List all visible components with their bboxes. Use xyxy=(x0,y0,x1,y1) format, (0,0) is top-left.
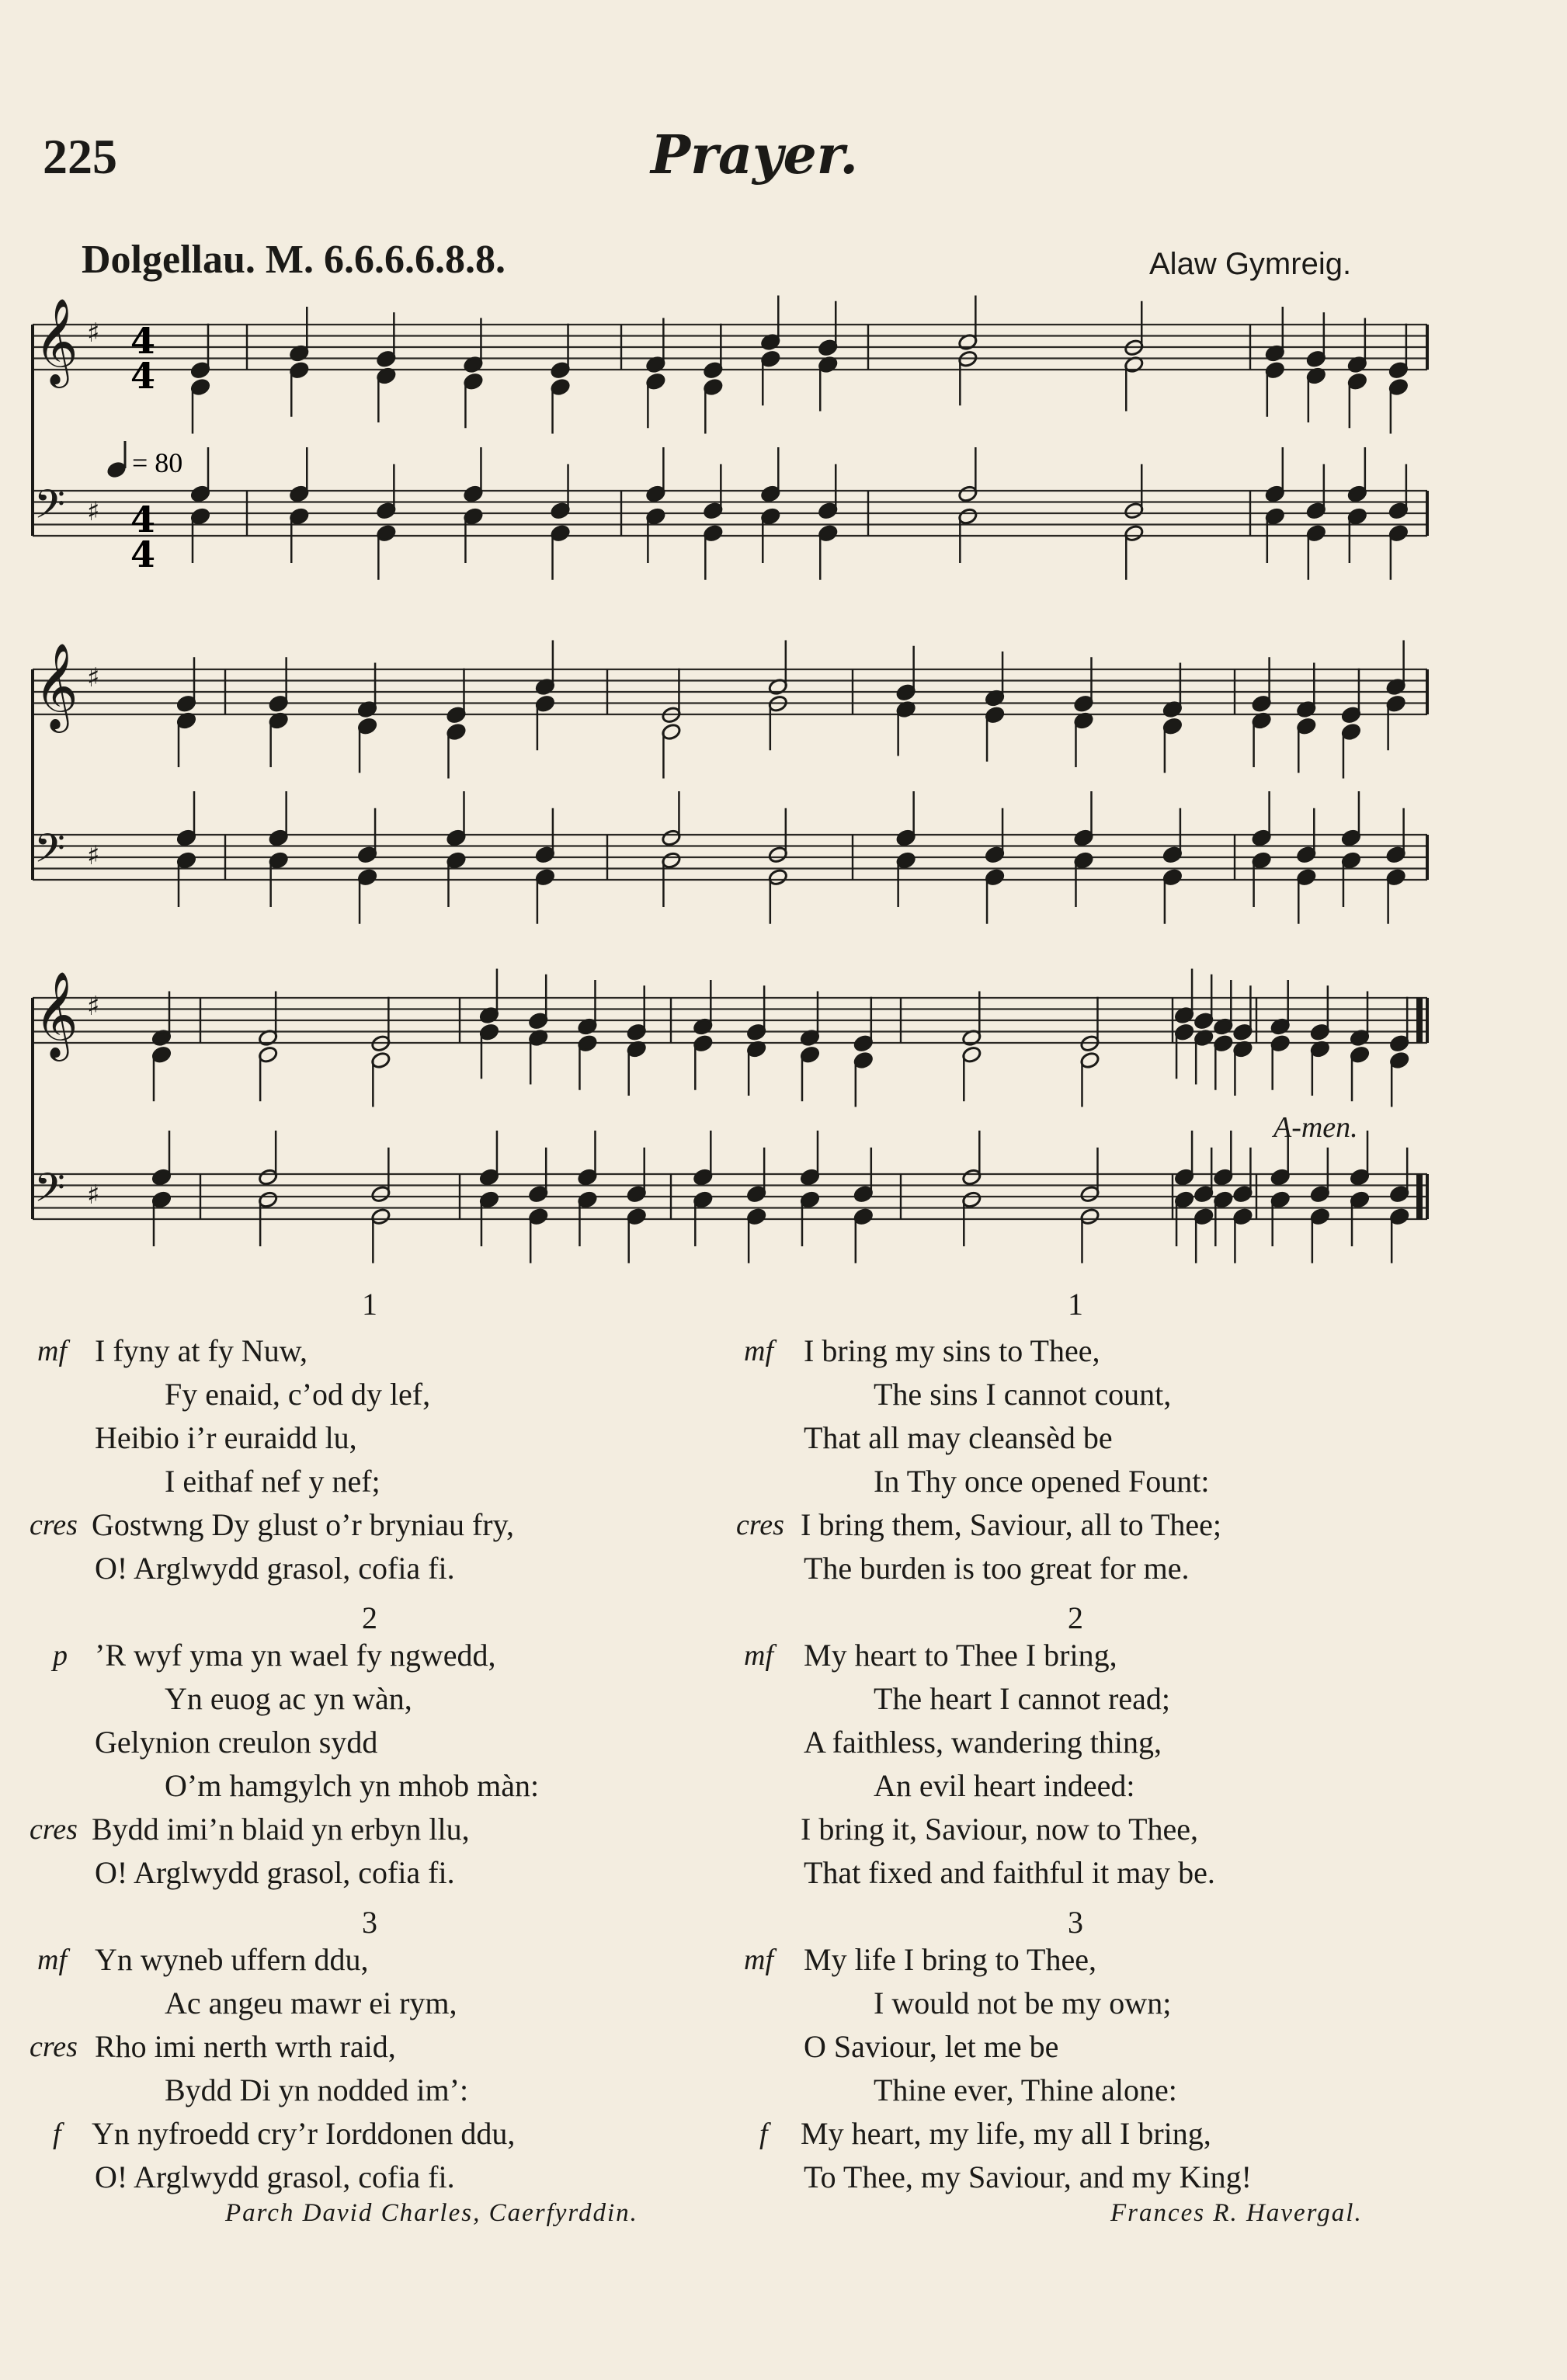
lyric-line: That fixed and faithful it may be. xyxy=(804,1855,1215,1890)
time-signature-bottom-bass: 4 xyxy=(130,533,156,575)
lyric-line: In Thy once opened Fount: xyxy=(874,1464,1210,1499)
dynamic-marking: cres xyxy=(736,1509,784,1541)
time-signature-bottom-treble: 4 xyxy=(130,355,156,397)
lyric-line: My life I bring to Thee, xyxy=(804,1942,1096,1977)
lyric-line: Yn nyfroedd cry’r Iorddonen ddu, xyxy=(92,2116,516,2151)
treble-clef-icon: 𝄞 xyxy=(34,971,78,1058)
lyric-line: ’R wyf yma yn wael fy ngwedd, xyxy=(95,1638,496,1673)
hymn-number: 225 xyxy=(43,129,117,184)
lyric-line: Fy enaid, c’od dy lef, xyxy=(165,1377,431,1412)
key-signature-sharp: ♯ xyxy=(87,1180,100,1211)
tempo-marking: = 80 xyxy=(132,447,183,478)
lyric-line: To Thee, my Saviour, and my King! xyxy=(804,2159,1252,2194)
welsh-author-credit: Parch David Charles, Caerfyrddin. xyxy=(225,2199,638,2227)
lyric-line: The heart I cannot read; xyxy=(874,1681,1171,1716)
note-heads xyxy=(151,296,1410,1263)
dynamic-marking: f xyxy=(759,2118,768,2150)
english-author-credit: Frances R. Havergal. xyxy=(1110,2199,1363,2227)
lyric-line: Thine ever, Thine alone: xyxy=(874,2073,1177,2107)
key-signature-sharp: ♯ xyxy=(87,991,100,1022)
amen-label: A-men. xyxy=(1273,1111,1358,1144)
key-signature-sharp: ♯ xyxy=(87,496,100,527)
lyric-line: Ac angeu mawr ei rym, xyxy=(165,1986,457,2020)
dynamic-marking: mf xyxy=(744,1944,773,1976)
verse-number: 3 xyxy=(1068,1905,1083,1940)
dynamic-marking: cres xyxy=(30,2031,78,2063)
treble-clef-icon: 𝄞 xyxy=(34,297,78,384)
lyric-line: Yn euog ac yn wàn, xyxy=(165,1681,412,1716)
lyric-line: I eithaf nef y nef; xyxy=(165,1464,380,1499)
lyric-line: An evil heart indeed: xyxy=(874,1768,1135,1803)
lyric-line: I would not be my own; xyxy=(874,1986,1172,2020)
dynamic-marking: mf xyxy=(37,1944,67,1976)
verse-number: 3 xyxy=(362,1905,377,1940)
dynamic-marking: p xyxy=(53,1639,68,1672)
tune-name-meter: Dolgellau. M. 6.6.6.6.8.8. xyxy=(82,238,506,282)
time-signature-top-treble: 4 xyxy=(130,320,156,362)
lyric-line: O’m hamgylch yn mhob màn: xyxy=(165,1768,540,1803)
lyric-line: Bydd imi’n blaid yn erbyn llu, xyxy=(92,1812,470,1847)
bass-clef-icon: 𝄢 xyxy=(34,825,65,881)
bass-clef-icon: 𝄢 xyxy=(34,481,65,537)
lyric-line: Rho imi nerth wrth raid, xyxy=(95,2029,396,2064)
lyric-line: Bydd Di yn nodded im’: xyxy=(165,2073,469,2107)
lyric-line: The sins I cannot count, xyxy=(874,1377,1172,1412)
lyric-line: O! Arglwydd grasol, cofia fi. xyxy=(95,2159,455,2194)
lyric-line: My heart, my life, my all I bring, xyxy=(801,2116,1211,2151)
dynamic-marking: cres xyxy=(30,1813,78,1846)
key-signature-sharp: ♯ xyxy=(87,318,100,349)
bass-clef-icon: 𝄢 xyxy=(34,1164,65,1221)
lyric-line: I bring my sins to Thee, xyxy=(804,1333,1100,1368)
dynamic-marking: cres xyxy=(30,1509,78,1541)
lyric-line: I fyny at fy Nuw, xyxy=(95,1333,308,1368)
lyric-line: A faithless, wandering thing, xyxy=(804,1725,1162,1760)
lyric-line: O! Arglwydd grasol, cofia fi. xyxy=(95,1855,455,1890)
dynamic-marking: mf xyxy=(37,1335,67,1367)
lyric-line: Gelynion creulon sydd xyxy=(95,1725,378,1760)
lyric-line: Heibio i’r euraidd lu, xyxy=(95,1420,357,1455)
lyric-line: My heart to Thee I bring, xyxy=(804,1638,1117,1673)
treble-clef-icon: 𝄞 xyxy=(34,642,78,729)
section-title: Prayer. xyxy=(651,124,859,186)
lyric-line: O! Arglwydd grasol, cofia fi. xyxy=(95,1551,455,1586)
lyric-line: I bring it, Saviour, now to Thee, xyxy=(801,1812,1199,1847)
lyric-line: O Saviour, let me be xyxy=(804,2029,1059,2064)
lyric-line: Gostwng Dy glust o’r bryniau fry, xyxy=(92,1507,515,1542)
dynamic-marking: f xyxy=(53,2118,61,2150)
verse-number: 1 xyxy=(1068,1287,1083,1322)
lyric-line: The burden is too great for me. xyxy=(804,1551,1190,1586)
key-signature-sharp: ♯ xyxy=(87,840,100,871)
time-signature-top-bass: 4 xyxy=(130,499,156,540)
lyric-line: I bring them, Saviour, all to Thee; xyxy=(801,1507,1221,1542)
staff-lines xyxy=(33,325,1427,1219)
dynamic-marking: mf xyxy=(744,1639,773,1672)
lyric-line: That all may cleansèd be xyxy=(804,1420,1113,1455)
tune-source: Alaw Gymreig. xyxy=(1149,247,1352,281)
clefs xyxy=(34,297,99,1221)
lyric-line: Yn wyneb uffern ddu, xyxy=(95,1942,369,1977)
key-signature-sharp: ♯ xyxy=(87,662,100,693)
verse-number: 2 xyxy=(362,1600,377,1635)
verse-number: 1 xyxy=(362,1287,377,1322)
verse-number: 2 xyxy=(1068,1600,1083,1635)
dynamic-marking: mf xyxy=(744,1335,773,1367)
